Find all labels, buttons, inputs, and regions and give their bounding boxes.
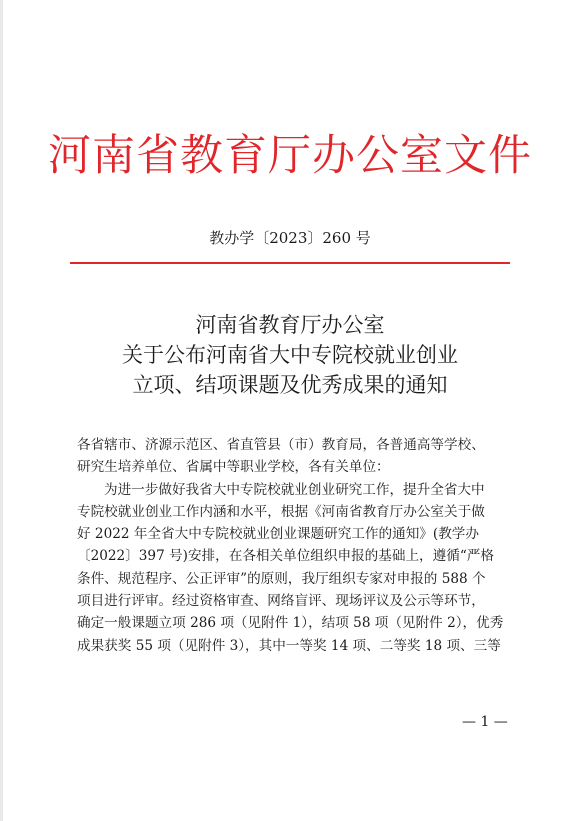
title-line: 关于公布河南省大中专院校就业创业 xyxy=(122,343,458,367)
title-line: 河南省教育厅办公室 xyxy=(195,313,385,337)
body-line: 为进一步做好我省大中专院校就业创业研究工作，提升全省大中 xyxy=(104,481,485,498)
body-line: 成果获奖 55 项（见附件 3），其中一等奖 14 项、二等奖 18 项、三等 xyxy=(77,637,501,654)
body-line: 专院校就业创业工作内涵和水平，根据《河南省教育厅办公室关于做 xyxy=(77,503,485,520)
document-body xyxy=(77,434,507,657)
body-line: 项目进行评审。经过资格审查、网络盲评、现场评议及公示等环节， xyxy=(77,593,485,610)
salutation-line: 研究生培养单位、省属中等职业学校，各有关单位： xyxy=(77,459,390,476)
salutation-line: 各省辖市、济源示范区、省直管县（市）教育局，各普通高等学校、 xyxy=(77,437,485,453)
page-number: — 1 — xyxy=(462,714,508,730)
document-title xyxy=(0,310,580,400)
title-line: 立项、结项课题及优秀成果的通知 xyxy=(132,373,448,397)
document-number: 教办学〔2023〕260 号 xyxy=(209,229,371,247)
page-edge xyxy=(0,0,3,821)
document-masthead: 河南省教育厅办公室文件 xyxy=(48,131,532,181)
red-header-rule xyxy=(70,262,510,264)
body-line: 〔2022〕397 号)安排，在各相关单位组织申报的基础上，遵循“严格 xyxy=(77,548,494,565)
body-line: 好 2022 年全省大中专院校就业创业课题研究工作的通知》(教学办 xyxy=(77,526,479,543)
body-line: 确定一般课题立项 286 项（见附件 1），结项 58 项（见附件 2），优秀 xyxy=(77,615,504,632)
body-line: 条件、规范程序、公正评审”的原则，我厅组织专家对申报的 588 个 xyxy=(77,570,486,587)
